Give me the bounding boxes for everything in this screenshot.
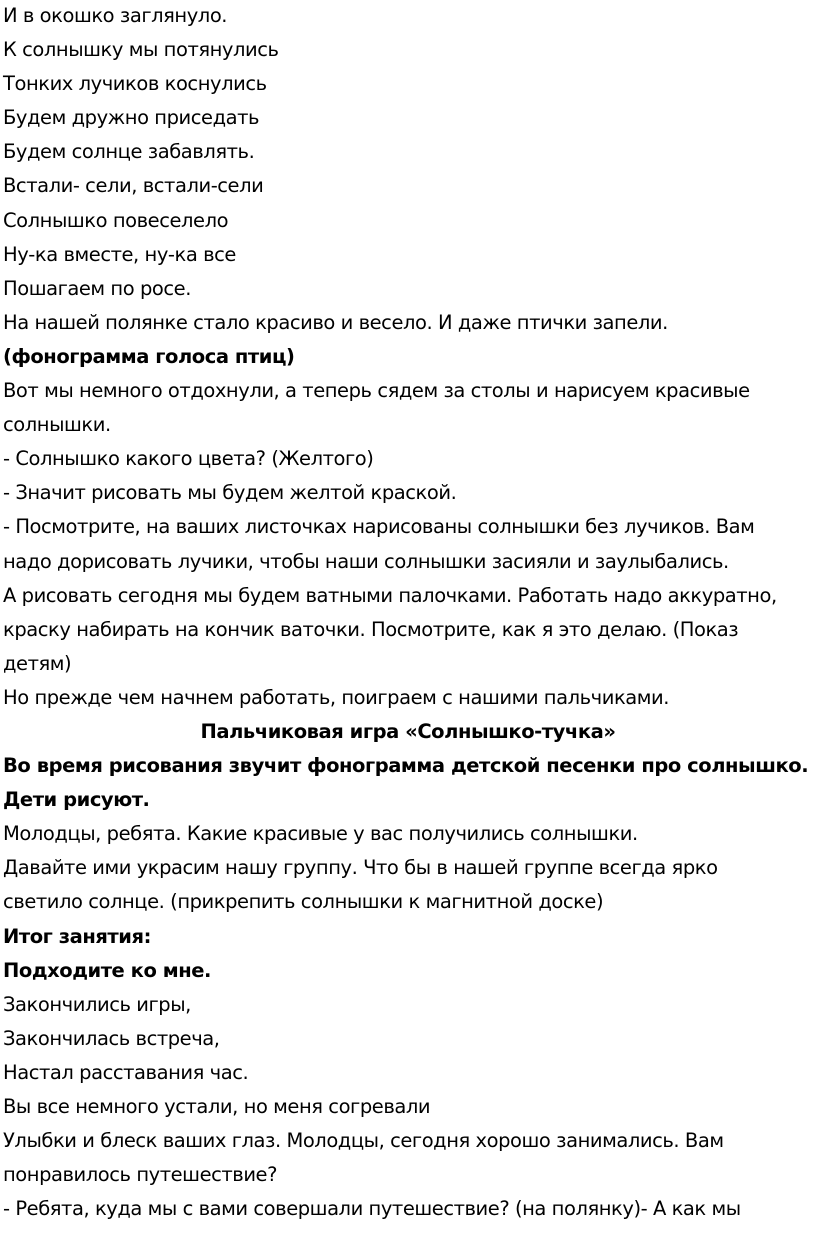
text-line: Солнышко повеселело (3, 208, 229, 232)
bold-text-line: Итог занятия: (3, 924, 151, 948)
text-line: Вот мы немного отдохнули, а теперь сядем за столы и нарисуем красивые (3, 379, 750, 403)
text-line: Будем дружно приседать (3, 106, 260, 130)
text-line: А рисовать сегодня мы будем ватными палочками. Работать надо аккуратно, (3, 583, 777, 607)
text-line: Пошагаем по росе. (3, 276, 191, 300)
bold-text-line: Во время рисования звучит фонограмма детской песенки про солнышко. (3, 754, 809, 778)
text-line: Настал расставания час. (3, 1060, 249, 1084)
text-line: - Посмотрите, на ваших листочках нарисованы солнышки без лучиков. Вам (3, 515, 755, 539)
text-line: И в окошко заглянуло. (3, 4, 228, 27)
text-line: Но прежде чем начнем работать, поиграем с нашими пальчиками. (3, 685, 670, 709)
text-line: Закончились игры, (3, 992, 191, 1016)
bold-text-line: Дети рисуют. (3, 788, 150, 812)
text-line: краску набирать на кончик ваточки. Посмотрите, как я это делаю. (Показ (3, 617, 739, 641)
text-line: Тонких лучиков коснулись (3, 72, 267, 96)
text-line: Будем солнце забавлять. (3, 140, 255, 164)
text-line: надо дорисовать лучики, чтобы наши солнышки засияли и заулыбались. (3, 549, 729, 573)
text-line: На нашей полянке стало красиво и весело. И даже птички запели. (3, 310, 668, 334)
text-line: Давайте ими украсим нашу группу. Что бы в нашей группе всегда ярко (3, 856, 718, 880)
text-line: солнышки. (3, 413, 111, 437)
bold-text-line: Подходите ко мне. (3, 958, 211, 982)
text-line: понравилось путешествие? (3, 1163, 278, 1187)
bold-text-line: (фонограмма голоса птиц) (3, 344, 295, 368)
text-line: Встали- сели, встали-сели (3, 174, 264, 198)
text-line: - Солнышко какого цвета? (Желтого) (3, 447, 374, 471)
text-line: К солнышку мы потянулись (3, 38, 279, 62)
text-line: светило солнце. (прикрепить солнышки к магнитной доске) (3, 890, 604, 914)
text-line: Закончилась встреча, (3, 1026, 220, 1050)
document-text (3, 0, 813, 1226)
text-line: Ну-ка вместе, ну-ка все (3, 242, 236, 266)
section-heading: Пальчиковая игра «Солнышко-тучка» (200, 719, 616, 743)
text-line: - Значит рисовать мы будем желтой краской. (3, 481, 457, 505)
text-line: Молодцы, ребята. Какие красивые у вас получились солнышки. (3, 822, 638, 846)
text-line: Улыбки и блеск ваших глаз. Молодцы, сегодня хорошо занимались. Вам (3, 1129, 724, 1153)
text-line: - Ребята, куда мы с вами совершали путешествие? (на полянку)- А как мы (3, 1197, 741, 1221)
text-line: Вы все немного устали, но меня согревали (3, 1095, 431, 1118)
text-line: детям) (3, 651, 72, 675)
